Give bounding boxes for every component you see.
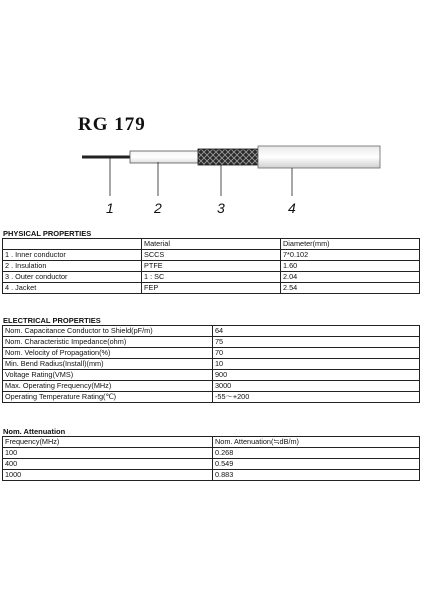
table-cell: 2 . Insulation (3, 261, 142, 272)
table-cell: 2.04 (281, 272, 420, 283)
diagram-label-3: 3 (217, 200, 225, 216)
table-cell: Diameter(mm) (281, 239, 420, 250)
table-cell: 2.54 (281, 283, 420, 294)
table-cell: 400 (3, 459, 213, 470)
table-cell: 0.549 (213, 459, 420, 470)
table-row (3, 470, 420, 481)
table-cell: 4 . Jacket (3, 283, 142, 294)
electrical-heading: ELECTRICAL PROPERTIES (3, 316, 101, 325)
table-row (3, 381, 420, 392)
cable-diagram (0, 140, 424, 200)
insulation-shape (130, 151, 202, 163)
table-row (3, 283, 420, 294)
outer-conductor-shape (198, 149, 260, 165)
physical-heading: PHYSICAL PROPERTIES (3, 229, 92, 238)
table-cell: Nom. Attenuation(≒dB/m) (213, 437, 420, 448)
table-cell (3, 239, 142, 250)
table-cell: PTFE (142, 261, 281, 272)
table-cell: 64 (213, 326, 420, 337)
table-cell: 1 . Inner conductor (3, 250, 142, 261)
table-row (3, 250, 420, 261)
cable-title: RG 179 (78, 114, 146, 135)
table-cell: 3000 (213, 381, 420, 392)
table-row (3, 459, 420, 470)
table-row (3, 359, 420, 370)
table-cell: Material (142, 239, 281, 250)
table-cell: 1 : SC (142, 272, 281, 283)
table-cell: 1.60 (281, 261, 420, 272)
table-cell: -55～+200 (213, 392, 420, 403)
table-cell: FEP (142, 283, 281, 294)
table-cell: 7*0.102 (281, 250, 420, 261)
table-cell: 900 (213, 370, 420, 381)
inner-conductor-shape (82, 156, 132, 159)
table-cell: Frequency(MHz) (3, 437, 213, 448)
table-row (3, 348, 420, 359)
table-cell: Nom. Capacitance Conductor to Shield(pF/m) (3, 326, 213, 337)
table-cell: Max. Operating Frequency(MHz) (3, 381, 213, 392)
jacket-shape (258, 146, 380, 168)
table-cell: SCCS (142, 250, 281, 261)
diagram-label-1: 1 (106, 200, 114, 216)
table-cell: 0.268 (213, 448, 420, 459)
table-cell: Operating Temperature Rating(℃) (3, 392, 213, 403)
table-cell: 1000 (3, 470, 213, 481)
table-row (3, 337, 420, 348)
table-cell: 75 (213, 337, 420, 348)
table-row (3, 272, 420, 283)
table-cell: Nom. Velocity of Propagation(%) (3, 348, 213, 359)
table-row (3, 261, 420, 272)
diagram-label-4: 4 (288, 200, 296, 216)
table-cell: Nom. Characteristic Impedance(ohm) (3, 337, 213, 348)
table-cell: 0.883 (213, 470, 420, 481)
table-cell: 100 (3, 448, 213, 459)
table-row (3, 326, 420, 337)
table-cell: 3 . Outer conductor (3, 272, 142, 283)
table-row (3, 448, 420, 459)
table-cell: Voltage Rating(VMS) (3, 370, 213, 381)
attenuation-heading: Nom. Attenuation (3, 427, 66, 436)
physical-table (2, 238, 420, 294)
table-row (3, 239, 420, 250)
table-row (3, 370, 420, 381)
table-cell: 10 (213, 359, 420, 370)
table-row (3, 437, 420, 448)
attenuation-table (2, 436, 420, 481)
table-row (3, 392, 420, 403)
diagram-label-2: 2 (154, 200, 162, 216)
electrical-table (2, 325, 420, 403)
table-cell: 70 (213, 348, 420, 359)
table-cell: Min. Bend Radius(Install)(mm) (3, 359, 213, 370)
